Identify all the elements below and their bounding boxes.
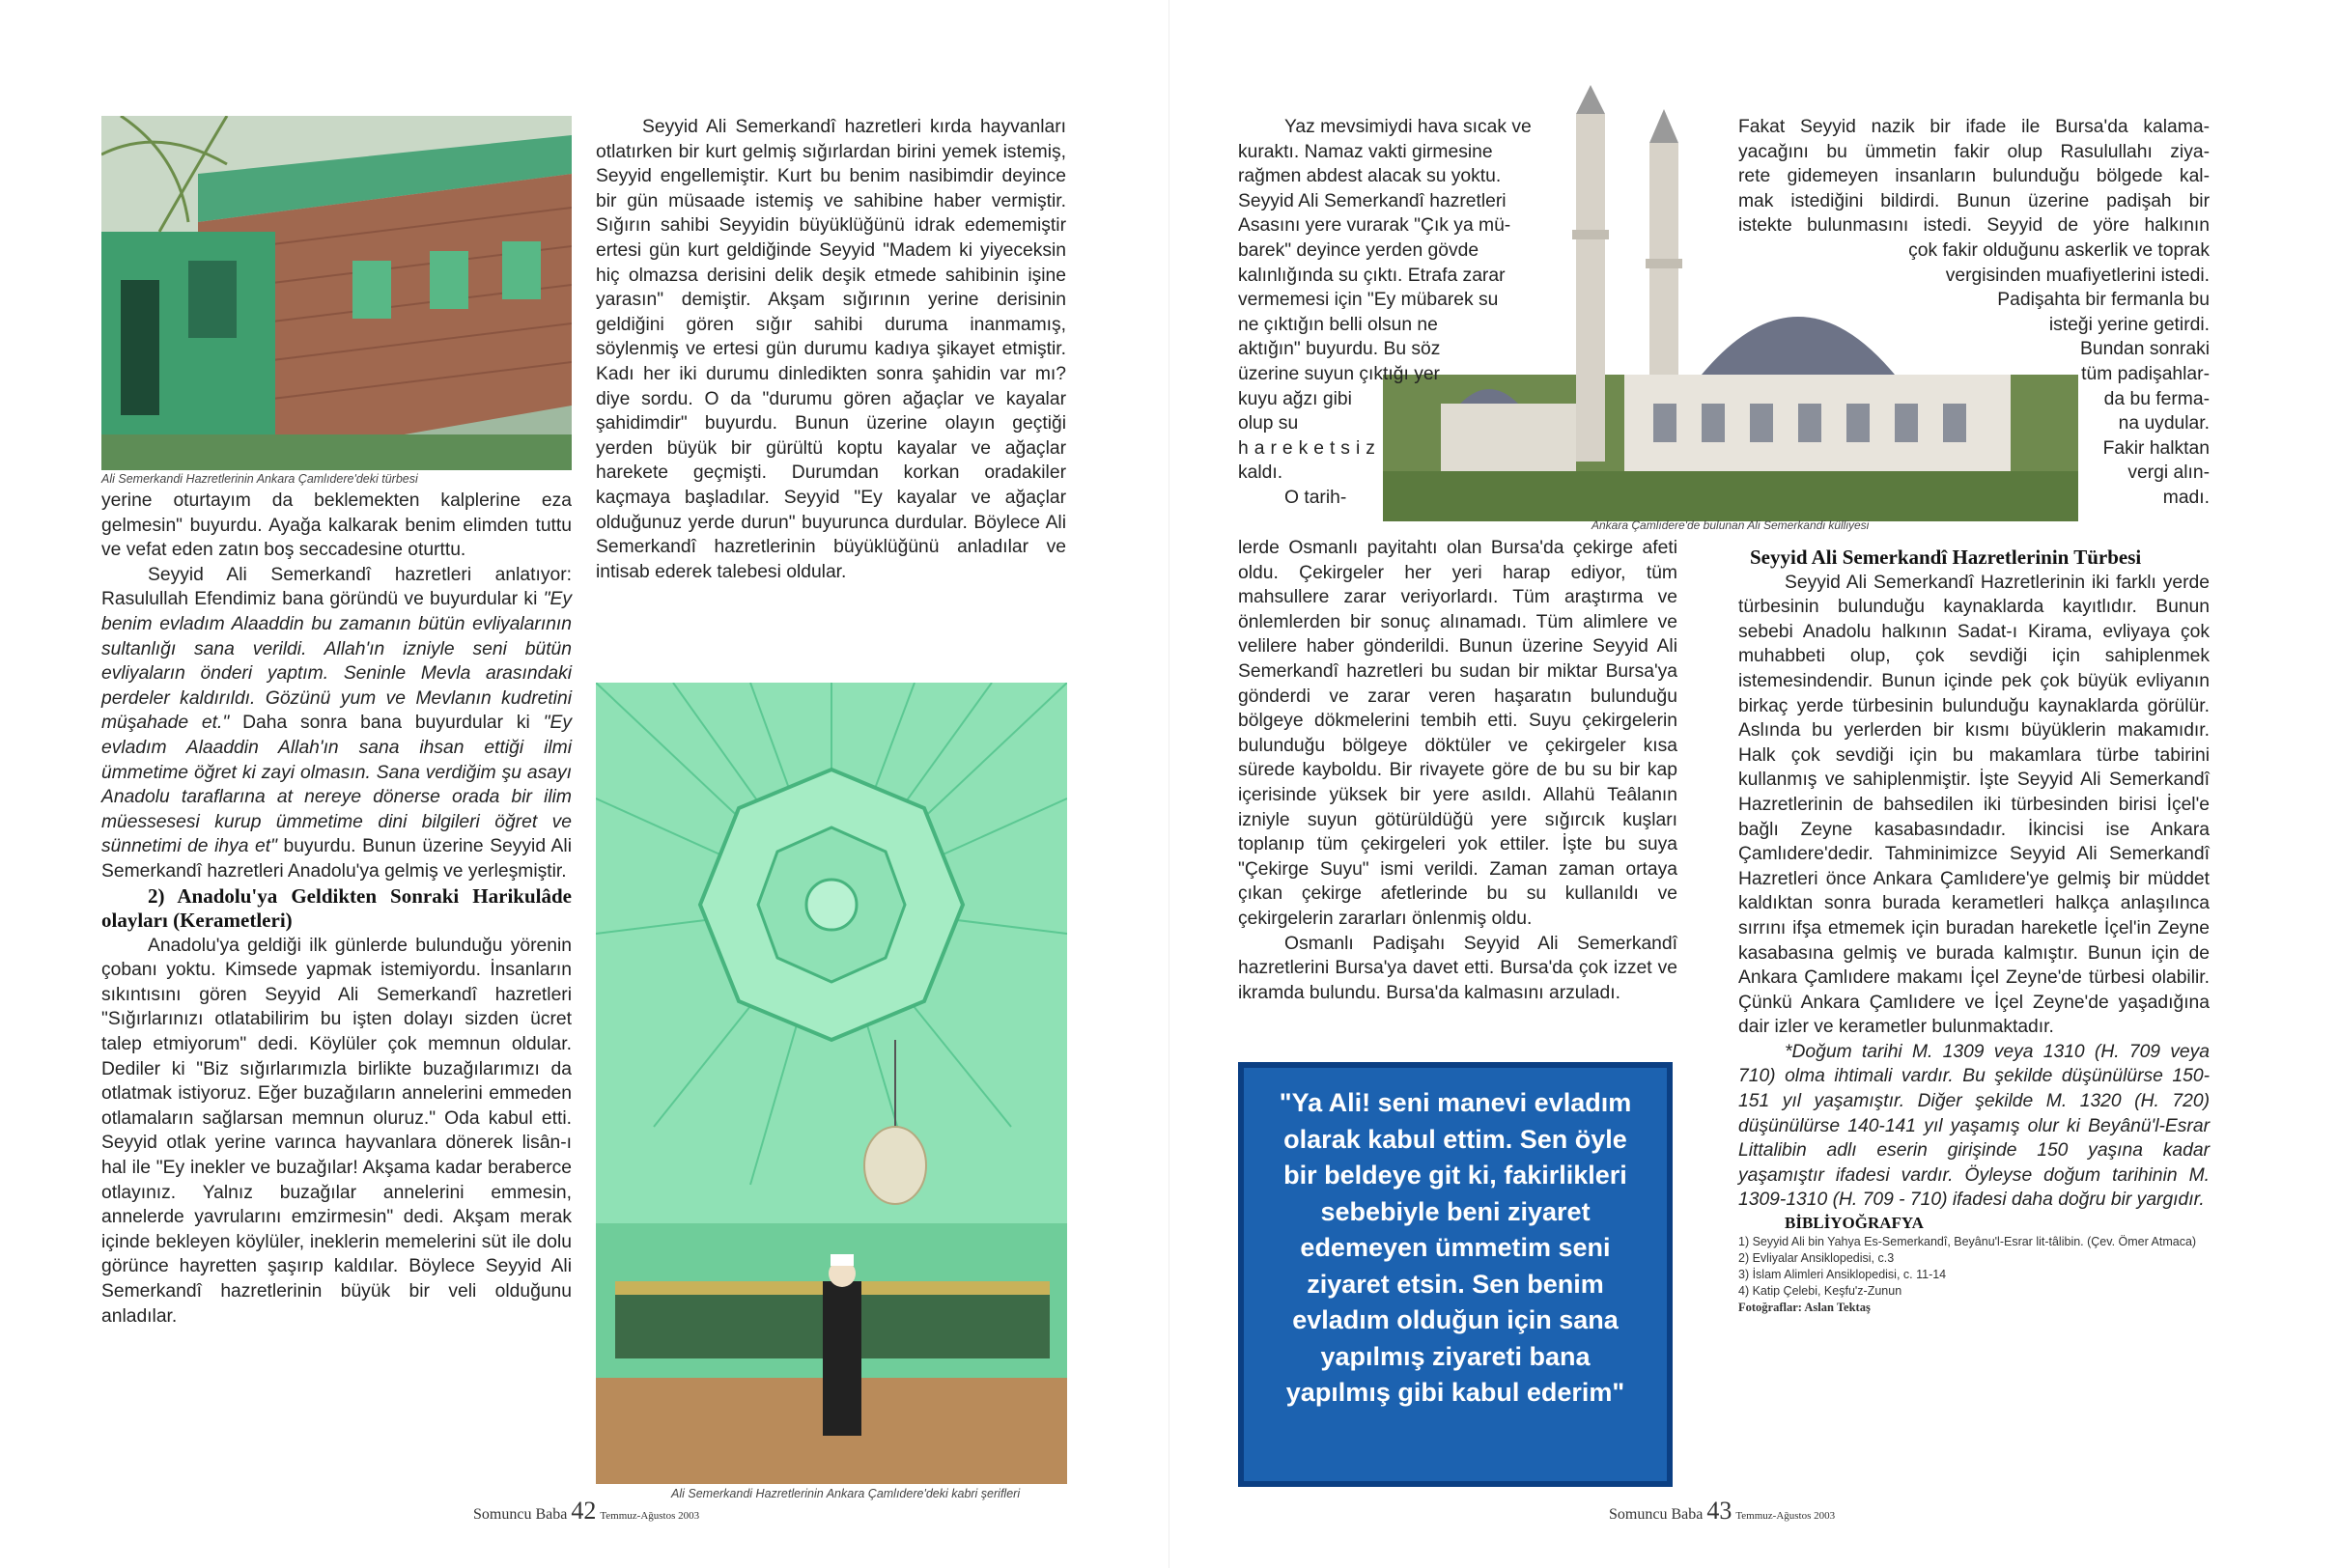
line: mak istediğini bildirdi. Bunun üzerine padişah bir (1738, 190, 2210, 211)
issue-date: Temmuz-Ağustos 2003 (1735, 1510, 1836, 1522)
line: Fakir halktan (2102, 437, 2210, 459)
right-column-1 (1238, 115, 1677, 511)
bibliography-item: 4) Katip Çelebi, Keşfu'z-Zunun (1738, 1284, 1902, 1299)
line: vermemesi için "Ey mübarek su (1238, 290, 1499, 311)
italic-quote: "Ey evladım Alaaddin Allah'ın sana ihsan ettiği ilmi ümmetime öğret ki zayi olmasın. Sana verdiğim şu asayı Anadolu taraflarına at nereye dönerse orada bir ilim müessesesi kurup ümmetime dini bilgileri öğret ve sünnetimi de ihya et" (101, 713, 573, 857)
right-page-folio (1609, 1497, 1835, 1526)
line: Fakat Seyyid nazik bir ifade ile Bursa'da kalama- (1738, 117, 2210, 137)
bibliography-item: 3) İslam Alimleri Ansiklopedisi, c. 11-14 (1738, 1268, 1947, 1282)
line: na uydular. (2118, 413, 2210, 434)
line: aktığın" buyurdu. Bu söz (1238, 339, 1441, 360)
line: Asasını yere vurarak "Çık ya mü- (1238, 215, 1511, 237)
bibliography-list (1738, 1234, 2210, 1316)
tomb-exterior-photo (101, 116, 572, 470)
photo-credit: Fotoğraflar: Aslan Tektaş (1738, 1301, 1871, 1315)
bibliography-heading: BİBLİYOĞRAFYA (1785, 1214, 1924, 1233)
footnote-text: *Doğum tarihi M. 1309 veya 1310 (H. 709 veya 710) olma ihtimali vardır. Bu şekilde düşünülürse 150-151 yıl yaşamıştır. Diğer şekilde M. 1320 (H. 720) düşünülürse 140-141 yıl yaşamış olur ki Beyânü'l-Esrar Littalibin adlı eserin girişinde 150 yaşına kadar yaşamıştır ifadesi vardır. Öyleyse doğum tarihinin M. 1309-1310 (H. 709 - 710) ifadesi daha doğru bir yargıdır. (1738, 1041, 2210, 1211)
line: vergi alın- (2127, 462, 2210, 484)
left-column-2 (596, 115, 1066, 584)
line: ne çıktığın belli olsun ne (1238, 314, 1438, 335)
text-span: Seyyid Ali Semerkandî hazretleri anlatıyor: Rasulullah Efendimiz bana göründü ve buyurdular ki (101, 564, 572, 610)
line: Seyyid Ali Semerkandî hazretleri (1238, 190, 1507, 211)
text-span: Daha sonra bana buyurdular ki (229, 713, 544, 734)
paragraph: lerde Osmanlı payitahtı olan Bursa'da çekirge afeti oldu. Çekirgeler her yeri harap ediyor, tüm mahsullere zarar veriyorlardı. Tüm araştırma ve önlemlerden bir sonuç alınamadı. Tüm alimlere ve velilere haber gönderildi. Bunun üzerine Seyyid Ali Semerkandî hazretleri bu sudan bir miktar Bursa'ya gönderdi ve zarar veren haşaratın bulunduğu bölgeye dökmelerini tembih etti. Suyu çekirgelerin bulunduğu bölgeye döktüler ve çekirgeler kısa sürede kayboldu. Bir rivayete göre de bu su bir kap içerisinde yüksek bir yere asıldı. Allahü Teâlanın izniyle suyun götürüldüğü yere sığırcık kuşları toplanıp tüm çekirgeleri yok ettiler. İşte bu suya "Çekirge Suyu" ismi verildi. Zaman zaman ortaya çıkan çekirge afetlerinde bu su kullanıldı ve çekirgelerin zararları önlenmiş oldu. (1238, 538, 1677, 929)
line: barek" deyince yerden gövde (1238, 239, 1479, 261)
tomb-interior-photo (596, 683, 1067, 1484)
line: hareketsiz (1238, 437, 1381, 459)
line: kuyu ağzı gibi (1238, 388, 1352, 409)
paragraph: Seyyid Ali Semerkandî Hazretlerinin iki farklı yerde türbesinin bulunduğu kaynaklarda kayıtlıdır. Bunun sebebi Anadolu halkının Sadat-ı Kirama, evliyaya çok muhabbeti olup, çok sevdiği için sahiplenmek istemesindendir. Bunun içinde pek çok büyük evliyanın birkaç yerde türbesinin bulunduğu kaynaklarda görülür. Aslında bu yerlerden bir kısmı büyüklerin makamıdır. Halk çok sevdiği için bu makamlara türbe tabirini kullanmış ve sahiplenmiştir. İşte Seyyid Ali Semerkandî Hazretlerinin de bahsedilen iki türbesinden birisi İçel'e bağlı Zeyne kasabasındadır. İkincisi ise Ankara Çamlıdere'dedir. Tahminimizce Seyyid Ali Semerkandî Hazretleri önce Ankara Çamlıdere'ye gelmiş bir müddet kaldıktan sonra burada kerametleri halkça anlaşılınca sırrını ifşa etmemek için buradan hareketle İçel'in Zeyne kasabasına gelmiş ve burada kalmıştır. Bunun için de Ankara Çamlıdere makamı İçel Zeyne'de türbesi olabilir. Çünkü Ankara Çamlıdere ve İçel Zeyne'de yaşadığına dair izler ve kerametler bulunmaktadır. (1738, 572, 2210, 1038)
line: Padişahta bir fermanla bu (1997, 290, 2210, 311)
bibliography-item: 1) Seyyid Ali bin Yahya Es-Semerkandî, Beyânu'l-Esrar lit-tâlibin. (Çev. Ömer Atmaca) (1738, 1235, 2197, 1249)
line: isteği yerine getirdi. (2048, 314, 2210, 335)
line: kalınlığında su çıktı. Etrafa zarar (1238, 265, 1506, 286)
paragraph: Anadolu'ya geldiği ilk günlerde bulunduğu yörenin çobanı yoktu. Kimsede yapmak istemiyordu. İnsanların sıkıntısını gören Seyyid Ali Semerkandî hazretleri "Sığırlarınızı otlatabilirim bu işten dolayı sizden ücret talep etmiyorum" dedi. Köylüler çok memnun oldular. Dediler ki "Biz sığırlarımızla birlikte buzağılarımızı da otlatmak istiyoruz. Eğer buzağıların annelerini emmeden otlamaların sağlarsan memnun oluruz." Oda kabul etti. Seyyid otlak yerine varınca hayvanlara dönerek lisân-ı hal ile "Ey inekler ve buzağılar! Akşama kadar beraberce otlayınız. Yalnız buzağılar annelerini emmesin, annelerde yavrularını emzirmesin" dedi. Akşam merak içinde bekleyen köylüler, ineklerin memelerini süt ile dolu görünce hayretten şaşırıp kaldılar. Böylece Seyyid Ali Semerkandî hazretlerinin büyük bir veli olduğunu anladılar. (101, 935, 572, 1327)
section-heading: 2) Anadolu'ya Geldikten Sonraki Harikulâde olayları (Kerametleri) (101, 883, 572, 933)
tomb-exterior-caption: Ali Semerkandi Hazretlerinin Ankara Çamlıdere'deki türbesi (101, 472, 418, 486)
tomb-interior-caption: Ali Semerkandi Hazretlerinin Ankara Çamlıdere'deki kabri şerifleri (671, 1487, 1021, 1500)
tomb-interior-image (596, 683, 1067, 1484)
line: çok fakir olduğunu askerlik ve toprak (1908, 239, 2210, 261)
mosque-caption: Ankara Çamlıdere'de bulunan Ali Semerkandi külliyesi (1592, 518, 1870, 532)
left-column-1 (101, 489, 572, 1329)
line: üzerine suyun çıktığı yer (1238, 363, 1440, 384)
line: rağmen abdest alacak su yoktu. (1238, 166, 1502, 187)
right-column-1-lower (1238, 536, 1677, 1005)
issue-date: Temmuz-Ağustos 2003 (600, 1510, 700, 1522)
line: rete gidemeyen insanların bulunduğu bölgede kal- (1738, 166, 2210, 187)
line: kaldı. (1238, 462, 1283, 484)
page-number: 43 (1706, 1497, 1732, 1525)
line: olup su (1238, 413, 1299, 434)
paragraph: yerine oturtayım da beklemekten kalplerine eza gelmesin" buyurdu. Ayağa kalkarak benim elimden tuttu ve vefat eden zatın boş seccadesine oturttu. (101, 490, 572, 561)
paragraph: Osmanlı Padişahı Seyyid Ali Semerkandî hazretlerini Bursa'ya davet etti. Bursa'da çok izzet ve ikramda bulundu. Bursa'da kalmasını arzuladı. (1238, 933, 1677, 1003)
line: vergisinden muafiyetlerini istedi. (1945, 265, 2210, 286)
right-column-2-lower (1738, 546, 2210, 1316)
italic-quote: "Ey benim evladım Alaaddin bu zamanın bütün evliyalarının sultanlığı sana verildi. Allah'ın izniyle seni bütün evliyaların önderi yaptım. Seninle Mevla arasındaki perdeler kaldırıldı. Gözünü yum ve Mevlanın kudretini müşahade et." (101, 589, 572, 734)
section-heading: Seyyid Ali Semerkandî Hazretlerinin Türbesi (1750, 546, 2142, 569)
line: kuraktı. Namaz vakti girmesine (1238, 141, 1493, 162)
tomb-exterior-image (101, 116, 572, 470)
line: Bundan sonraki (2080, 339, 2210, 360)
paragraph: Seyyid Ali Semerkandî hazretleri kırda hayvanları otlatırken bir kurt gelmiş sığırlardan birini yemek istemiş, Seyyid engellemiştir. Kurt bu benim nasibimdir deyince bir gün müsaade istemiş ve sahibine haber vermiştir. Sığırın sahibi Seyyidin büyüklüğünü idrak edememiştir ertesi gün kurt geldiğinde Seyyid "Madem ki yiyeceksin hiç olmazsa derisini delik deşik etmede sahibinin işine yarasın" demiştir. Akşam sığırının yerine derisinin geldiğini gören sığır sahibi duruma inanmamış, söylenmiş ve ertesi gün durumu kadıya şikayet etmiştir. Kadı her iki durumu dinledikten sonra şahidin var mı? diye sordu. O da "durumu gören ağaçlar ve kayalar şahidimdir" buyurdu. Bunun üzerine olayın geçtiği yerden büyük bir gürültü koptu kayalar ve ağaçlar harekete geçmişti. Durumdan korkan oradakiler kaçmaya başladılar. Seyyid "Ey kayalar ve ağaçlar olduğunuz yerde durun" buyurunca durdular. Böylece Ali Semerkandî hazretlerinin büyüklüğünü anladılar ve intisab ederek talebesi oldular. (596, 117, 1066, 582)
pull-quote-box: "Ya Ali! seni manevi evladım olarak kabul ettim. Sen öyle bir beldeye git ki, fakirlikleri sebebiyle beni ziyaret edemeyen ümmetim seni ziyaret etsin. Sen benim evladım olduğun için sana yapılmış ziyareti bana yapılmış gibi kabul ederim" (1238, 1062, 1673, 1487)
line: tüm padişahlar- (2081, 363, 2210, 384)
line: O tarih- (1284, 487, 1347, 508)
left-page-folio (473, 1497, 699, 1526)
magazine-name: Somuncu Baba (1609, 1506, 1704, 1523)
page-number: 42 (571, 1497, 597, 1525)
line: Yaz mevsimiydi hava sıcak ve (1284, 117, 1532, 137)
line: madı. (2162, 487, 2210, 508)
paragraph (101, 563, 572, 884)
magazine-name: Somuncu Baba (473, 1506, 568, 1523)
text-span: buyurdu. Bunun üzerine Seyyid Ali Semerkandî hazretleri Anadolu'ya gelmiş ve yerleşmiştir. (101, 836, 572, 882)
line: yacağını bu ümmetin fakir olup Rasulullahı ziya- (1738, 141, 2210, 162)
bibliography-item: 2) Evliyalar Ansiklopedisi, c.3 (1738, 1251, 1895, 1266)
line: da bu ferma- (2103, 388, 2210, 409)
right-column-2 (1738, 115, 2210, 511)
footnote (1738, 1040, 2210, 1213)
line: istekte bulunmasını istedi. Seyyid de yöre halkının (1738, 215, 2210, 237)
